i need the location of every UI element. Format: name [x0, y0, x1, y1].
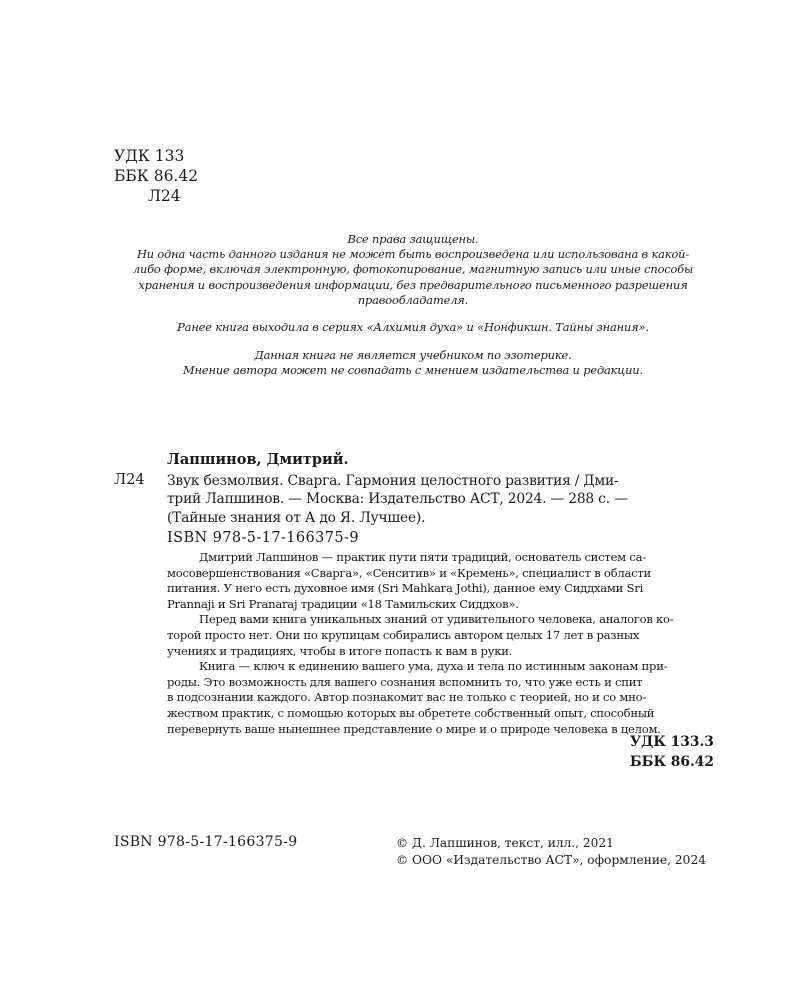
- rights-notice-line: хранения и воспроизведения информации, без предварительного письменного разрешения: [138, 277, 688, 292]
- catalog-description-line: Звук безмолвия. Сварга. Гармония целостного развития / Дми-: [167, 473, 619, 489]
- catalog-isbn: ISBN 978-5-17-166375-9: [167, 530, 359, 546]
- copyright-block: [396, 835, 706, 869]
- copyright-text-line: © Д. Лапшинов, текст, илл., 2021: [396, 836, 614, 850]
- catalog-author: Лапшинов, Дмитрий.: [167, 451, 349, 468]
- annotation-line: мосовершенствования «Сварга», «Сенситив» и «Кремень», специалист в области: [167, 565, 652, 580]
- rights-notice-line: правообладателя.: [357, 292, 469, 307]
- rights-notice: [118, 232, 708, 308]
- catalog-description: [167, 472, 715, 527]
- bbk-code: ББК 86.42: [114, 167, 199, 185]
- annotation-line: перевернуть ваше нынешнее представление о мире и о природе человека в целом.: [167, 721, 661, 736]
- catalog-description-line: (Тайные знания от А до Я. Лучшее).: [167, 509, 426, 526]
- annotation-line: торой просто нет. Они по крупицам собирались автором целых 17 лет в разных: [167, 627, 640, 642]
- disclaimer-line: Мнение автора может не совпадать с мнением издательства и редакции.: [183, 363, 643, 378]
- disclaimer: [118, 348, 708, 378]
- annotation-line: в подсознании каждого. Автор познакомит вас не только с теорией, но и со мно-: [167, 690, 647, 705]
- bbk-code-right: ББК 86.42: [629, 754, 714, 770]
- udk-code: УДК 133: [114, 147, 185, 165]
- rights-notice-line: Все права защищены.: [347, 232, 479, 246]
- series-notice-line: Ранее книга выходила в сериях «Алхимия духа» и «Нонфикшн. Тайны знания».: [177, 320, 649, 334]
- catalog-code: Л24: [114, 472, 145, 488]
- udk-code-right: УДК 133.3: [629, 734, 714, 750]
- annotation-line: Prannaji и Sri Pranaraj традиции «18 Тамильских Сиддхов».: [167, 596, 519, 611]
- annotation-line: питания. У него есть духовное имя (Sri Mahkara Jothi), данное ему Сиддхами Sri: [167, 581, 644, 596]
- catalog-description-line: трий Лапшинов. — Москва: Издательство АСТ, 2024. — 288 с. —: [167, 491, 628, 508]
- series-notice: [118, 320, 708, 335]
- classification-block: [114, 146, 198, 206]
- rights-notice-line: Ни одна часть данного издания не может быть воспроизведена или использована в какой-: [136, 247, 690, 262]
- annotation-line: жеством практик, с помощью которых вы обретете собственный опыт, способный: [167, 705, 655, 720]
- annotation: [167, 550, 715, 737]
- rights-notice-line: либо форме, включая электронную, фотокопирование, магнитную запись или иные способы: [132, 262, 694, 277]
- annotation-line: учениях и традициях, чтобы в итоге попасть к вам в руки.: [167, 643, 513, 658]
- footer-isbn: ISBN 978-5-17-166375-9: [114, 834, 298, 850]
- annotation-line: Перед вами книга уникальных знаний от удивительного человека, аналогов ко-: [199, 612, 674, 627]
- annotation-line: роды. Это возможность для вашего сознания вспомнить то, что уже есть и спит: [167, 674, 643, 689]
- author-sign: Л24: [148, 187, 181, 205]
- annotation-line: Дмитрий Лапшинов — практик пути пяти традиций, основатель систем са-: [199, 550, 646, 564]
- disclaimer-line: Данная книга не является учебником по эзотерике.: [254, 348, 572, 362]
- copyright-design-line: © ООО «Издательство АСТ», оформление, 2024: [396, 853, 706, 867]
- classification-right: [630, 732, 714, 772]
- annotation-line: Книга — ключ к единению вашего ума, духа и тела по истинным законам при-: [199, 659, 668, 674]
